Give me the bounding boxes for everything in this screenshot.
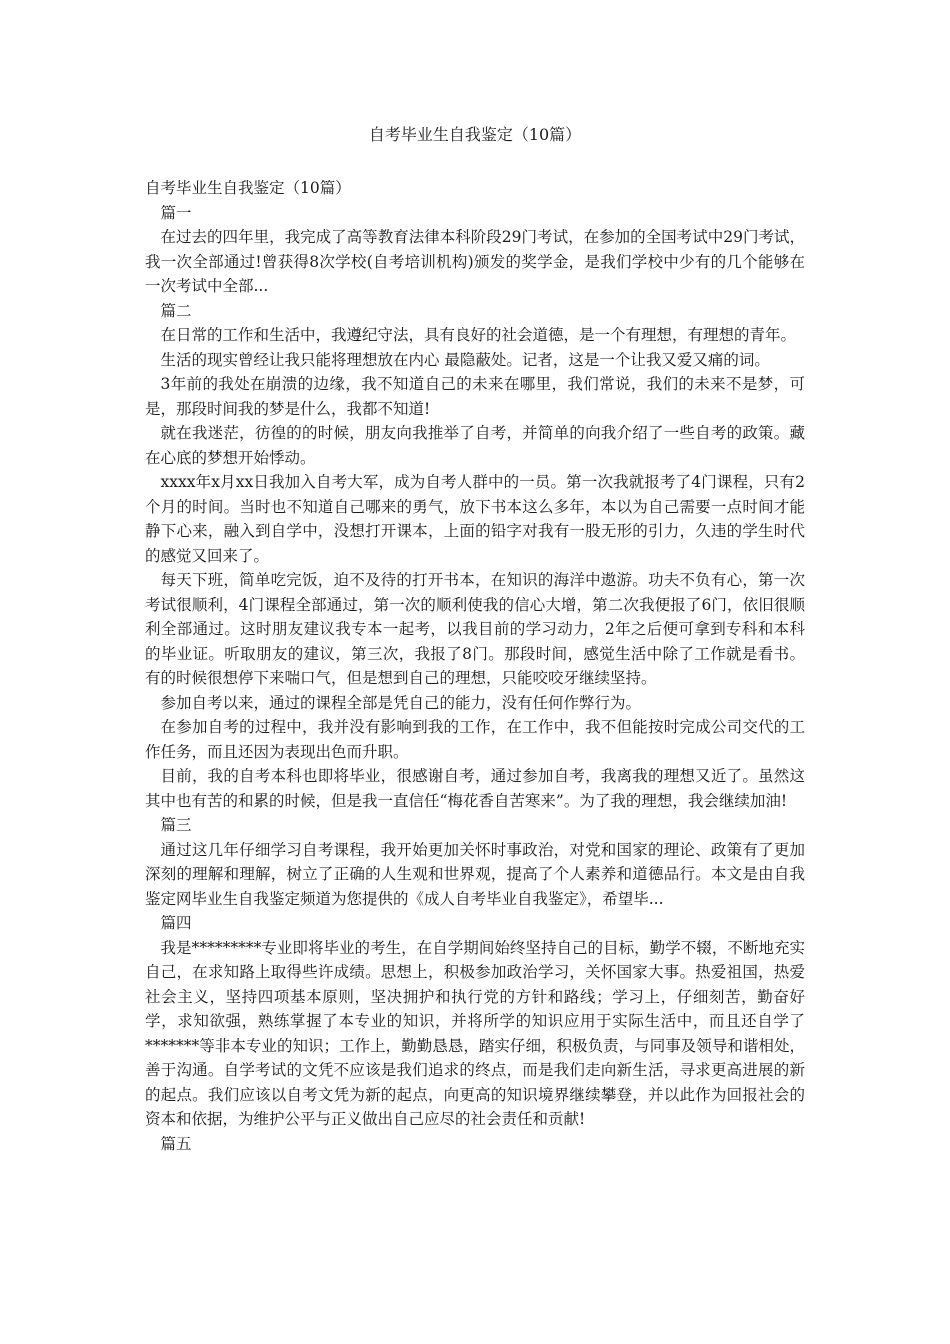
paragraph: 目前，我的自考本科也即将毕业，很感谢自考，通过参加自考，我离我的理想又近了。虽然这其中也有苦的和累的时候，但是我一直信任“梅花香自苦寒来”。为了我的理想，我会继续加油! — [145, 767, 805, 810]
document-body — [145, 176, 805, 1156]
paragraph: 在日常的工作和生活中，我遵纪守法，具有良好的社会道德，是一个有理想，有理想的青年。 — [160, 326, 797, 344]
paragraph: 在过去的四年里，我完成了高等教育法律本科阶段29门考试，在参加的全国考试中29门考试，我一次全部通过!曾获得8次学校(自考培训机构)颁发的奖学金，是我们学校中少有的几个能够在一次考试中全部... — [145, 228, 805, 295]
section-heading-3: 篇三 — [160, 816, 192, 834]
paragraph: xxxx年x月xx日我加入自考大军，成为自考人群中的一员。第一次我就报考了4门课程，只有2个月的时间。当时也不知道自己哪来的勇气，放下书本这么多年，本以为自己需要一点时间才能静下心来，融入到自学中，没想打开课本，上面的铅字对我有一股无形的引力，久违的学生时代的感觉又回来了。 — [145, 473, 805, 565]
paragraph: 通过这几年仔细学习自考课程，我开始更加关怀时事政治，对党和国家的理论、政策有了更加深刻的理解和理解，树立了正确的人生观和世界观，提高了个人素养和道德品行。本文是由自我鉴定网毕业生自我鉴定频道为您提供的《成人自考毕业自我鉴定》，希望毕... — [145, 840, 805, 908]
document-title: 自考毕业生自我鉴定（10篇） — [368, 125, 582, 144]
section-heading-2: 篇二 — [160, 301, 192, 320]
paragraph: 3年前的我处在崩溃的边缘，我不知道自己的未来在哪里，我们常说，我们的未来不是梦，可是，那段时间我的梦是什么，我都不知道! — [145, 375, 805, 418]
section-heading-4: 篇四 — [160, 914, 192, 932]
document-subtitle: 自考毕业生自我鉴定（10篇） — [145, 179, 351, 197]
paragraph: 每天下班，简单吃完饭，迫不及待的打开书本，在知识的海洋中遨游。功夫不负有心，第一次考试很顺利，4门课程全部通过，第一次的顺利使我的信心大增，第二次我便报了6门，依旧很顺利全部通过。这时朋友建议我专本一起考，以我目前的学习动力，2年之后便可拿到专科和本科的毕业证。听取朋友的建议，第三次，我报了8门。那段时间，感觉生活中除了工作就是看书。有的时候很想停下来喘口气，但是想到自己的理想，只能咬咬牙继续坚持。 — [145, 571, 805, 687]
paragraph: 参加自考以来，通过的课程全部是凭自己的能力，没有任何作弊行为。 — [160, 693, 642, 712]
paragraph: 在参加自考的过程中，我并没有影响到我的工作，在工作中，我不但能按时完成公司交代的工作任务，而且还因为表现出色而升职。 — [145, 718, 805, 761]
section-heading-5: 篇五 — [160, 1134, 192, 1153]
paragraph: 就在我迷茫，彷徨的的时候，朋友向我推举了自考，并简单的向我介绍了一些自考的政策。藏在心底的梦想开始悸动。 — [145, 424, 805, 467]
paragraph: 我是*********专业即将毕业的考生，在自学期间始终坚持自己的目标，勤学不辍，不断地充实自己，在求知路上取得些许成绩。思想上，积极参加政治学习，关怀国家大事。热爱祖国，热爱社会主义，坚持四项基本原则，坚决拥护和执行党的方针和路线；学习上，仔细刻苦，勤奋好学，求知欲强，熟练掌握了本专业的知识，并将所学的知识应用于实际生活中，而且还自学了*******等非本专业的知识；工作上，勤勤恳恳，踏实仔细，积极负责，与同事及领导和谐相处，善于沟通。自学考试的文凭不应该是我们追求的终点，而是我们走向新生活，寻求更高进展的新的起点。我们应该以自考文凭为新的起点，向更高的知识境界继续攀登，并以此作为回报社会的资本和依据，为维护公平与正义做出自己应尽的社会责任和贡献! — [145, 938, 805, 1128]
paragraph: 生活的现实曾经让我只能将理想放在内心 最隐蔽处。记者，这是一个让我又爱又痛的词。 — [160, 350, 770, 369]
section-heading-1: 篇一 — [160, 203, 192, 222]
